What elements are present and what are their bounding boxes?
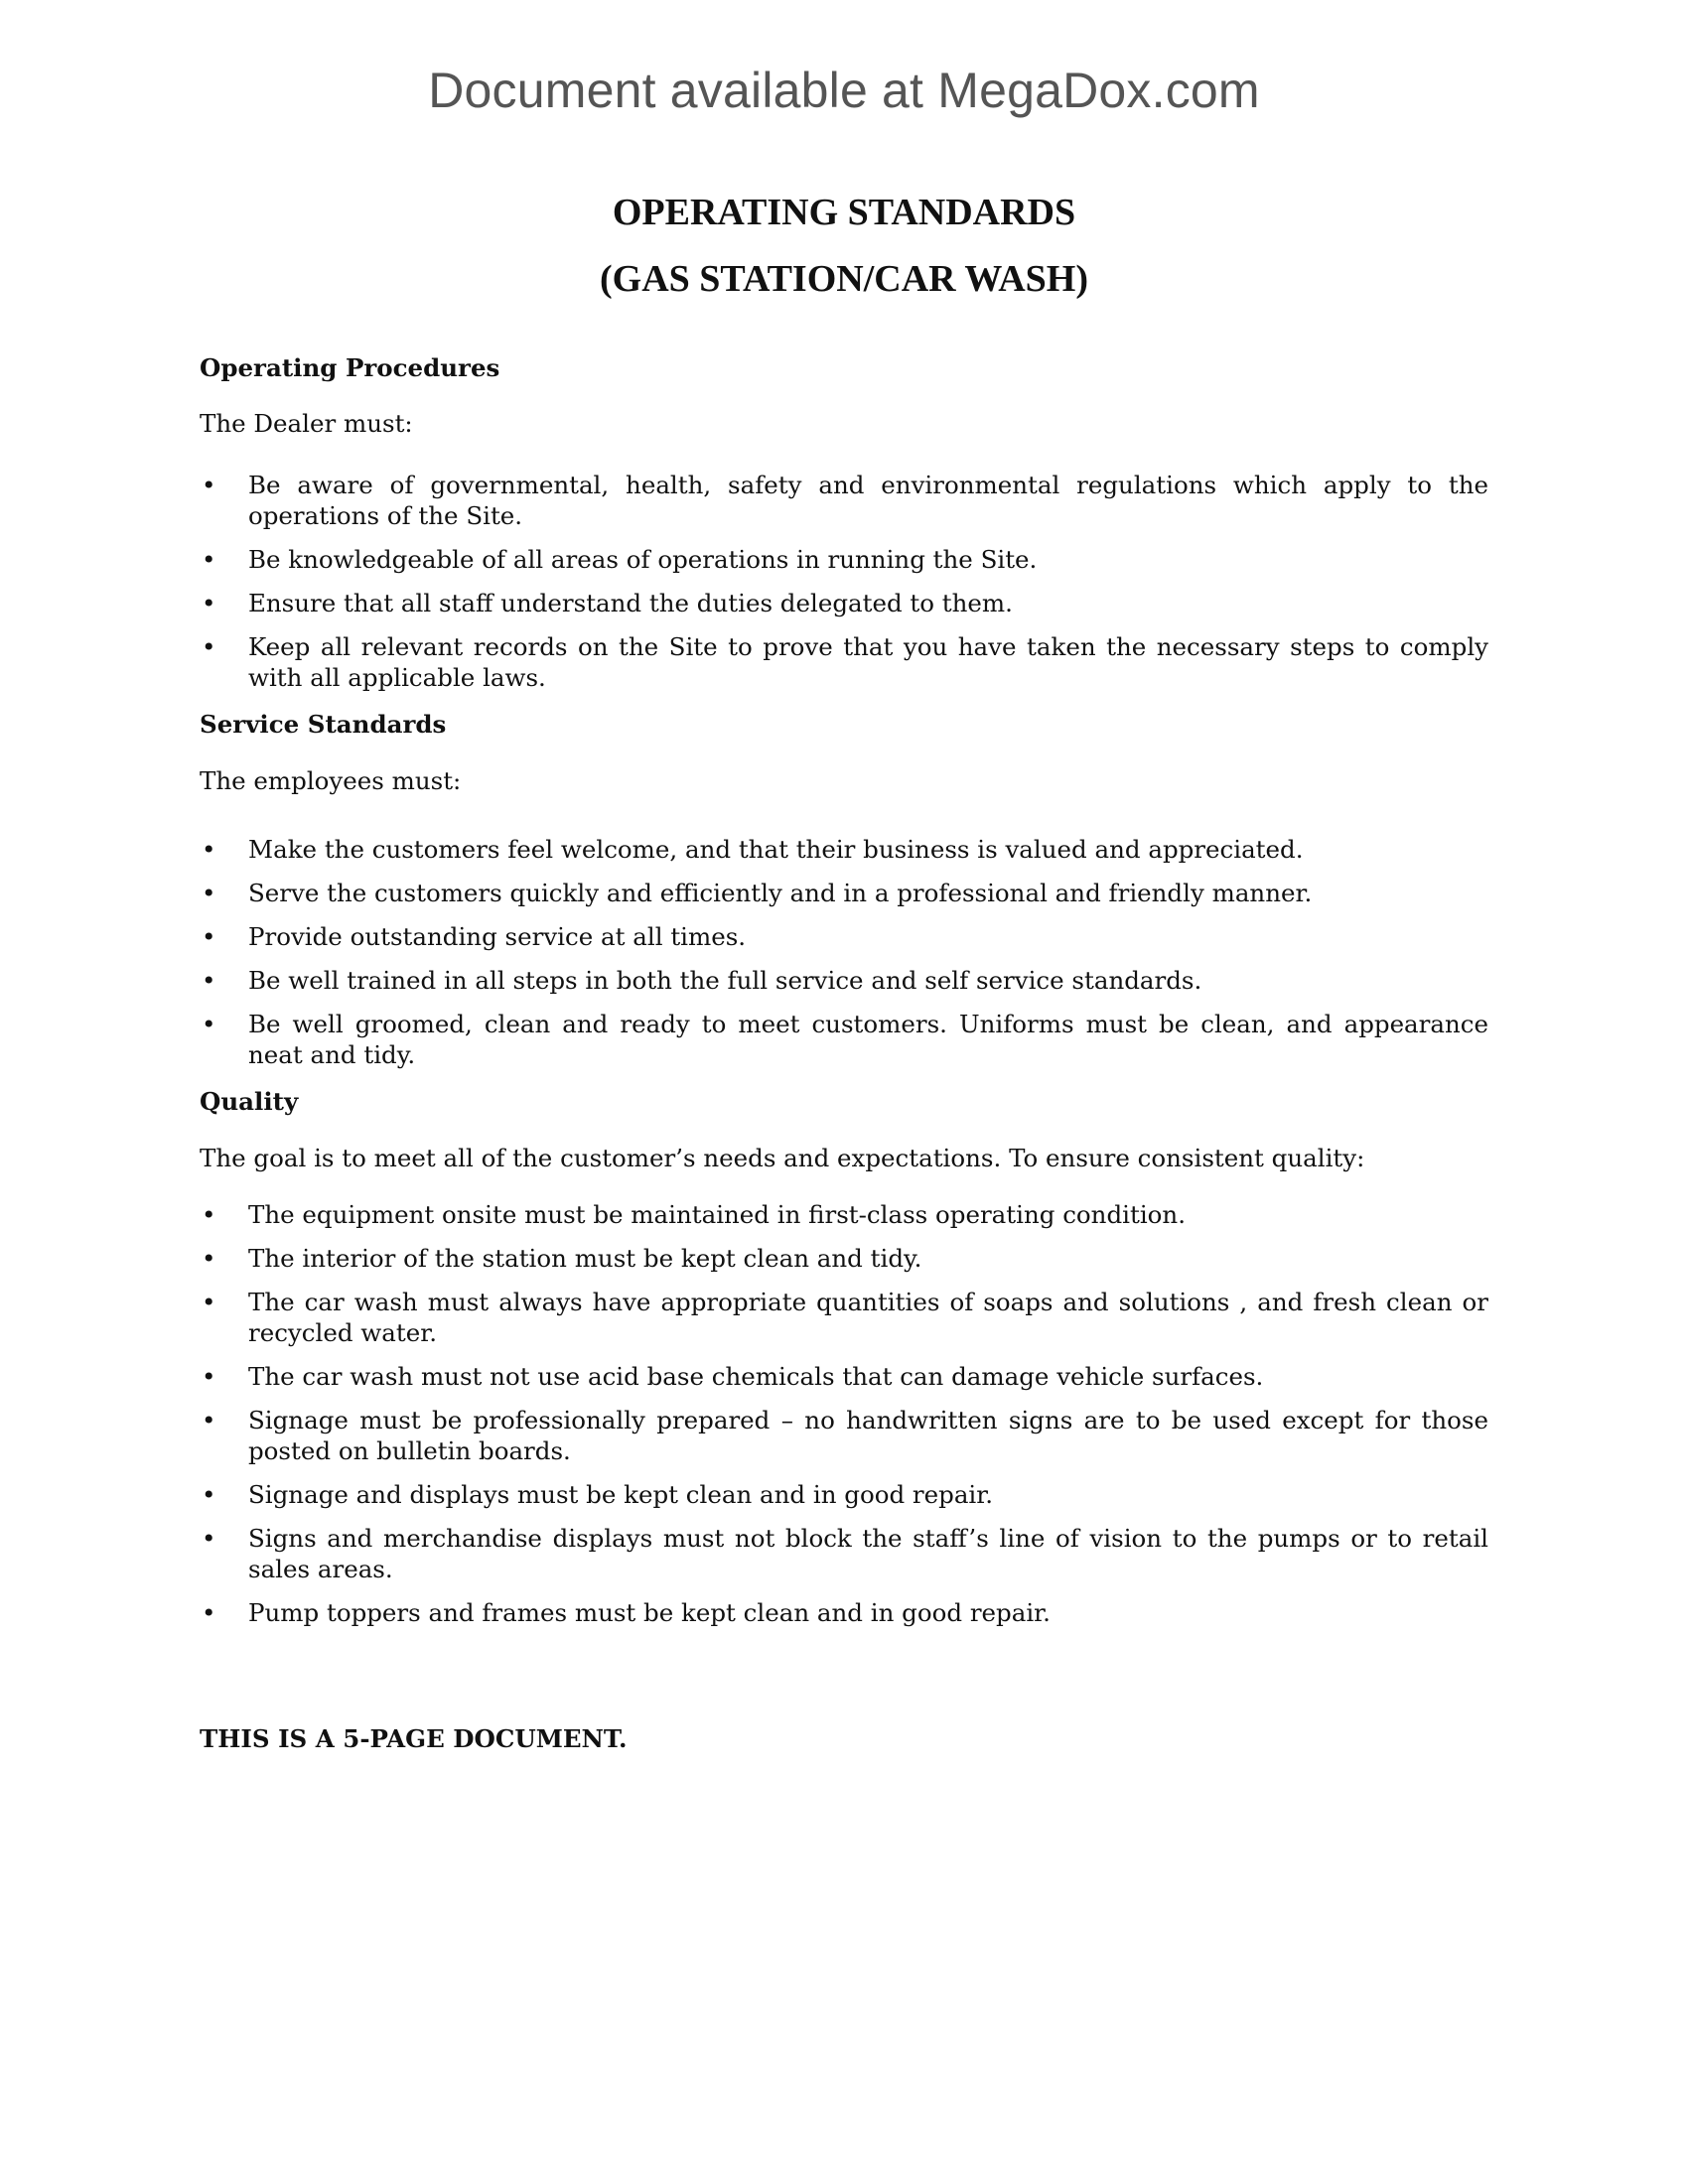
document-title-line-2: (GAS STATION/CAR WASH) bbox=[600, 258, 1088, 300]
bullet-icon: • bbox=[202, 1200, 216, 1229]
list-item-text: Provide outstanding service at all times. bbox=[248, 922, 747, 951]
list-item-text: Be aware of governmental, health, safety and environmental regulations which apply to the operations of the Site. bbox=[248, 471, 1488, 530]
list-item-text: The car wash must always have appropriate quantities of soaps and solutions , and fresh clean or recycled water. bbox=[248, 1288, 1488, 1347]
list-item-text: The interior of the station must be kept clean and tidy. bbox=[248, 1244, 922, 1273]
list-item bbox=[200, 1405, 1488, 1466]
list-item bbox=[200, 1243, 1488, 1274]
bullet-icon: • bbox=[202, 1480, 216, 1509]
list-item bbox=[200, 1479, 1488, 1510]
list-item bbox=[200, 1597, 1488, 1628]
list-item-text: Serve the customers quickly and efficiently and in a professional and friendly manner. bbox=[248, 879, 1313, 907]
list-item bbox=[200, 965, 1488, 996]
document-body bbox=[200, 352, 1488, 1754]
list-item-text: Signage and displays must be kept clean and in good repair. bbox=[248, 1480, 994, 1509]
bullet-icon: • bbox=[202, 1524, 216, 1553]
section-heading-operating-procedures: Operating Procedures bbox=[200, 353, 500, 382]
bullet-icon: • bbox=[202, 589, 216, 617]
bullet-icon: • bbox=[202, 545, 216, 574]
list-item bbox=[200, 878, 1488, 908]
section-heading-quality: Quality bbox=[200, 1087, 299, 1116]
list-item bbox=[200, 544, 1488, 575]
list-item bbox=[200, 588, 1488, 618]
list-item-text: Be well trained in all steps in both the full service and self service standards. bbox=[248, 966, 1202, 995]
list-item-text: Pump toppers and frames must be kept clean and in good repair. bbox=[248, 1598, 1051, 1627]
list-item-text: Make the customers feel welcome, and that their business is valued and appreciated. bbox=[248, 835, 1304, 864]
list-item-text: The car wash must not use acid base chemicals that can damage vehicle surfaces. bbox=[248, 1362, 1264, 1391]
bullet-list-quality bbox=[200, 1199, 1488, 1628]
list-item bbox=[200, 834, 1488, 865]
bullet-list-service-standards bbox=[200, 834, 1488, 1070]
bullet-icon: • bbox=[202, 471, 216, 499]
section-intro: The goal is to meet all of the customer’s needs and expectations. To ensure consistent quality: bbox=[200, 1144, 1365, 1172]
list-item-text: Ensure that all staff understand the duties delegated to them. bbox=[248, 589, 1013, 617]
bullet-icon: • bbox=[202, 879, 216, 907]
bullet-list-operating-procedures bbox=[200, 470, 1488, 693]
list-item-text: Keep all relevant records on the Site to prove that you have taken the necessary steps to comply with all applicable laws. bbox=[248, 632, 1488, 692]
list-item-text: Signage must be professionally prepared – no handwritten signs are to be used except for those posted on bulletin boards. bbox=[248, 1406, 1488, 1465]
list-item bbox=[200, 631, 1488, 693]
list-item-text: Be knowledgeable of all areas of operations in running the Site. bbox=[248, 545, 1038, 574]
document-title-line-1: OPERATING STANDARDS bbox=[612, 192, 1076, 233]
bullet-icon: • bbox=[202, 835, 216, 864]
list-item bbox=[200, 921, 1488, 952]
bullet-icon: • bbox=[202, 1598, 216, 1627]
list-item bbox=[200, 1287, 1488, 1348]
list-item-text: Signs and merchandise displays must not block the staff’s line of vision to the pumps or to retail sales areas. bbox=[248, 1524, 1488, 1583]
bullet-icon: • bbox=[202, 1406, 216, 1434]
bullet-icon: • bbox=[202, 1010, 216, 1038]
bullet-icon: • bbox=[202, 1244, 216, 1273]
list-item-text: Be well groomed, clean and ready to meet customers. Uniforms must be clean, and appearance neat and tidy. bbox=[248, 1010, 1488, 1069]
page-count-note: THIS IS A 5-PAGE DOCUMENT. bbox=[200, 1724, 628, 1753]
bullet-icon: • bbox=[202, 632, 216, 661]
bullet-icon: • bbox=[202, 1288, 216, 1316]
list-item-text: The equipment onsite must be maintained in first-class operating condition. bbox=[248, 1200, 1186, 1229]
list-item bbox=[200, 1361, 1488, 1392]
list-item bbox=[200, 1009, 1488, 1070]
bullet-icon: • bbox=[202, 966, 216, 995]
list-item bbox=[200, 1523, 1488, 1584]
site-banner: Document available at MegaDox.com bbox=[428, 63, 1260, 118]
section-intro: The Dealer must: bbox=[200, 409, 413, 438]
bullet-icon: • bbox=[202, 1362, 216, 1391]
list-item bbox=[200, 470, 1488, 531]
section-heading-service-standards: Service Standards bbox=[200, 710, 447, 739]
bullet-icon: • bbox=[202, 922, 216, 951]
list-item bbox=[200, 1199, 1488, 1230]
section-intro: The employees must: bbox=[200, 766, 462, 795]
